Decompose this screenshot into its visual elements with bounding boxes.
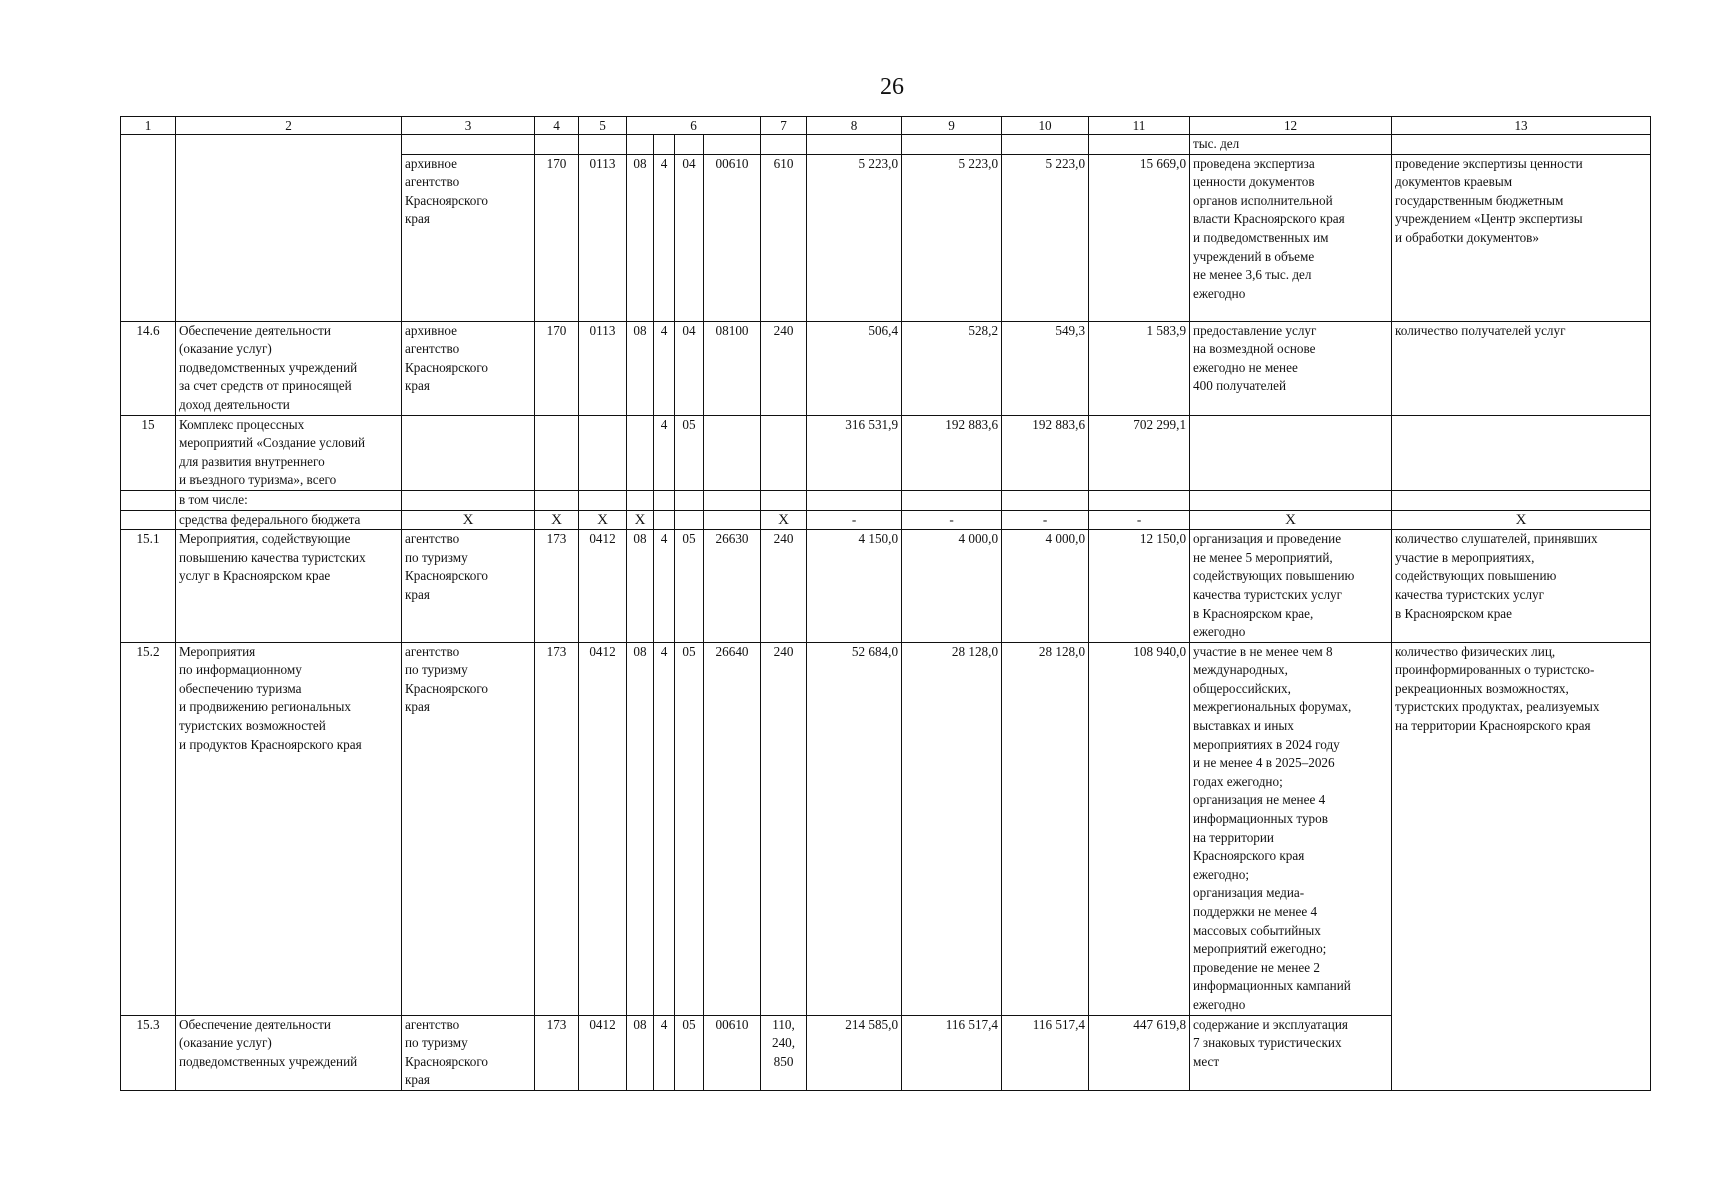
indicator-cell: проведение экспертизы ценности документов краевым государственным бюджетным учреждением «Центр экспертизы и обработки документов» — [1392, 154, 1651, 321]
org-cell: архивное агентство Красноярского края — [402, 321, 535, 415]
result-cell: тыс. дел — [1190, 135, 1392, 155]
indicator-cell: количество физических лиц, проинформированных о туристско- рекреационных возможностях, туристских продуктах, реализуемых на территории Красноярского края — [1392, 642, 1651, 1090]
col-header-3: 3 — [402, 117, 535, 135]
org-cell: агентство по туризму Красноярского края — [402, 1015, 535, 1090]
table-row: 15.2 Мероприятия по информационному обеспечению туризма и продвижению региональных туристских возможностей и продуктов Красноярского края агентство по туризму Красноярского края 173 0412 08 4 05 26640 240 52 684,0 28 128,0 28 128,0 108 940,0 участие в не менее чем 8 международных, общероссийских, межрегиональных форумах, выставках и иных мероприятиях в 2024 году и не менее 4 в 2025–2026 годах ежегодно; организация не менее 4 информационных туров на территории Красноярского края ежегодно; организация медиа- поддержки не менее 4 массовых событийных мероприятий ежегодно; проведение не менее 2 информационных кампаний ежегодно количество физических лиц, проинформированных о туристско- рекреационных возможностях, туристских продуктах, реализуемых на территории Красноярского края — [121, 642, 1651, 1015]
name-cell: средства федерального бюджета — [176, 510, 402, 530]
col-header-12: 12 — [1190, 117, 1392, 135]
name-cell: Мероприятия, содействующие повышению качества туристских услуг в Красноярском крае — [176, 530, 402, 643]
row-number: 15.3 — [121, 1015, 176, 1090]
col-header-9: 9 — [902, 117, 1002, 135]
result-cell: предоставление услуг на возмездной основе ежегодно не менее 400 получателей — [1190, 321, 1392, 415]
row-number: 15 — [121, 415, 176, 490]
result-cell: организация и проведение не менее 5 мероприятий, содействующих повышению качества туристских услуг в Красноярском крае, ежегодно — [1190, 530, 1392, 643]
table-row: 15.1 Мероприятия, содействующие повышению качества туристских услуг в Красноярском крае агентство по туризму Красноярского края 173 0412 08 4 05 26630 240 4 150,0 4 000,0 4 000,0 12 150,0 организация и проведение не менее 5 мероприятий, содействующих повышению качества туристских услуг в Красноярском крае, ежегодно количество слушателей, принявших участие в мероприятиях, содействующих повышению качества туристских услуг в Красноярском крае — [121, 530, 1651, 643]
table-row — [121, 135, 1651, 155]
header-row — [121, 117, 1651, 135]
name-cell: Обеспечение деятельности (оказание услуг) подведомственных учреждений за счет средств от приносящей доход деятельности — [176, 321, 402, 415]
table-row: 15 Комплекс процессных мероприятий «Создание условий для развития внутреннего и въездного туризма», всего 4 05 316 531,9 192 883,6 192 883,6 702 299,1 — [121, 415, 1651, 490]
table-row — [121, 490, 1651, 510]
result-cell: проведена экспертиза ценности документов органов исполнительной власти Красноярского края и подведомственных им учреждений в объеме не менее 3,6 тыс. дел ежегодно — [1190, 154, 1392, 321]
table-row: 14.6 Обеспечение деятельности (оказание услуг) подведомственных учреждений за счет средств от приносящей доход деятельности архивное агентство Красноярского края 170 0113 08 4 04 08100 240 506,4 528,2 549,3 1 583,9 предоставление услуг на возмездной основе ежегодно не менее 400 получателей количество получателей услуг — [121, 321, 1651, 415]
col-header-4: 4 — [535, 117, 579, 135]
col-header-1: 1 — [121, 117, 176, 135]
indicator-cell: количество слушателей, принявших участие в мероприятиях, содействующих повышению качества туристских услуг в Красноярском крае — [1392, 530, 1651, 643]
col-header-6: 6 — [627, 117, 761, 135]
col-header-13: 13 — [1392, 117, 1651, 135]
org-cell: архивное агентство Красноярского края — [402, 154, 535, 321]
name-cell: Обеспечение деятельности (оказание услуг) подведомственных учреждений — [176, 1015, 402, 1090]
name-cell: Комплекс процессных мероприятий «Создание условий для развития внутреннего и въездного туризма», всего — [176, 415, 402, 490]
org-cell: агентство по туризму Красноярского края — [402, 530, 535, 643]
indicator-cell: количество получателей услуг — [1392, 321, 1651, 415]
row-number: 14.6 — [121, 321, 176, 415]
col-header-7: 7 — [761, 117, 807, 135]
col-header-2: 2 — [176, 117, 402, 135]
row-number: 15.2 — [121, 642, 176, 1015]
col-header-8: 8 — [807, 117, 902, 135]
result-cell: участие в не менее чем 8 международных, общероссийских, межрегиональных форумах, выставках и иных мероприятиях в 2024 году и не менее 4 в 2025–2026 годах ежегодно; организация не менее 4 информационных туров на территории Красноярского края ежегодно; организация медиа- поддержки не менее 4 массовых событийных мероприятий ежегодно; проведение не менее 2 информационных кампаний ежегодно — [1190, 642, 1392, 1015]
col-header-5: 5 — [579, 117, 627, 135]
table-row: средства федерального бюджета X X X X X - - - - X X — [121, 510, 1651, 530]
col-header-10: 10 — [1002, 117, 1089, 135]
result-cell: содержание и эксплуатация 7 знаковых туристических мест — [1190, 1015, 1392, 1090]
table-row: 15.3 Обеспечение деятельности (оказание услуг) подведомственных учреждений агентство по туризму Красноярского края 173 0412 08 4 05 00610 110, 240, 850 214 585,0 116 517,4 116 517,4 447 619,8 содержание и эксплуатация 7 знаковых туристических мест — [121, 1015, 1651, 1090]
name-cell: в том числе: — [176, 490, 402, 510]
table-row: архивное агентство Красноярского края 170 0113 08 4 04 00610 610 5 223,0 5 223,0 5 223,0 15 669,0 проведена экспертиза ценности документов органов исполнительной власти Красноярского края и подведомственных им учреждений в объеме не менее 3,6 тыс. дел ежегодно проведение экспертизы ценности документов краевым государственным бюджетным учреждением «Центр экспертизы и обработки документов» — [121, 154, 1651, 321]
row-number: 15.1 — [121, 530, 176, 643]
budget-table — [120, 116, 1651, 1091]
org-cell: агентство по туризму Красноярского края — [402, 642, 535, 1015]
page-number: 26 — [880, 74, 904, 100]
name-cell: Мероприятия по информационному обеспечению туризма и продвижению региональных туристских возможностей и продуктов Красноярского края — [176, 642, 402, 1015]
col-header-11: 11 — [1089, 117, 1190, 135]
